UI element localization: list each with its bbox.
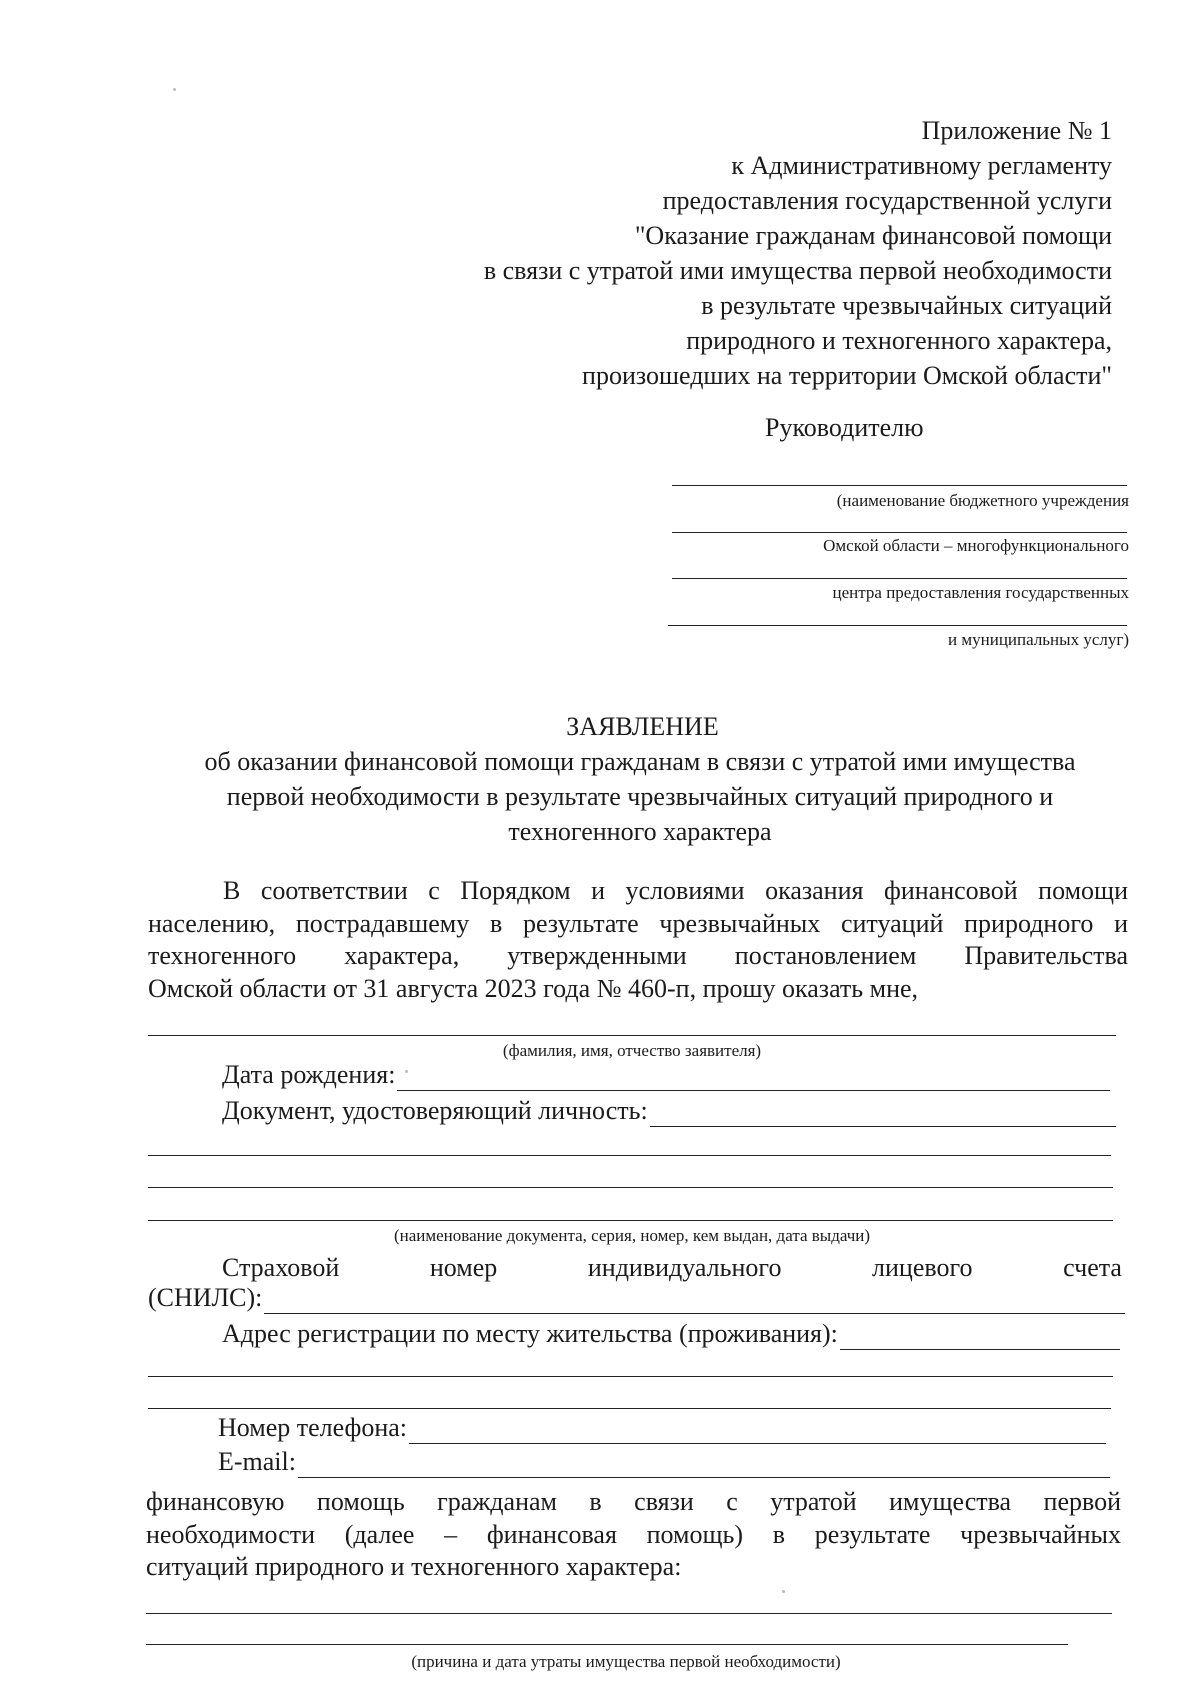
conclusion-line-1: финансовую помощь гражданам в связи с утратой имущества первой — [146, 1487, 1121, 1516]
address-field[interactable] — [840, 1325, 1120, 1350]
id-document-line-3[interactable] — [148, 1187, 1113, 1188]
snils-field[interactable] — [264, 1289, 1125, 1314]
loss-reason-line-2[interactable] — [146, 1644, 1068, 1645]
conclusion-line-2: необходимости (далее – финансовая помощь) в результате чрезвычайных — [146, 1519, 1121, 1549]
snils-word-2: номер — [429, 1253, 498, 1282]
application-subtitle-2: первой необходимости в результате чрезвычайных ситуаций природного и — [226, 782, 1054, 811]
address-line-3[interactable] — [148, 1408, 1111, 1409]
intro-line-4: Омской области от 31 августа 2023 года № 460-п, прошу оказать мне, — [148, 973, 919, 1003]
application-title: ЗАЯВЛЕНИЕ — [566, 712, 719, 741]
scan-speck — [405, 1070, 408, 1073]
addressee-caption-3: центра предоставления государственных — [832, 583, 1129, 602]
addressee-caption-2: Омской области – многофункционального — [823, 536, 1129, 555]
snils-word-1: Страховой — [222, 1253, 340, 1282]
snils-heading-row — [222, 1252, 1122, 1284]
intro-line-1: В соответствии с Порядком и условиями оказания финансовой помощи — [223, 876, 1128, 905]
id-document-field[interactable] — [650, 1102, 1116, 1127]
intro-line-3: техногенного характера, утвержденными постановлением Правительства — [148, 941, 1128, 970]
appendix-line-2: к Административному регламенту — [731, 151, 1112, 180]
conclusion-line-3: ситуаций природного и техногенного характера: — [146, 1552, 682, 1581]
addressee-line-2[interactable] — [672, 532, 1127, 533]
scan-speck — [173, 88, 176, 91]
id-document-line-4[interactable] — [148, 1220, 1113, 1221]
fio-caption: (фамилия, имя, отчество заявителя) — [502, 1041, 762, 1060]
appendix-line-7: природного и техногенного характера, — [686, 326, 1112, 355]
email-row — [218, 1446, 1110, 1478]
appendix-line-8: произошедших на территории Омской области" — [582, 361, 1112, 390]
snils-label: (СНИЛС): — [148, 1283, 263, 1312]
intro-paragraph — [148, 875, 1128, 1005]
address-line-2[interactable] — [148, 1376, 1113, 1377]
snils-word-5: счета — [1063, 1253, 1122, 1282]
birth-date-row — [222, 1059, 1110, 1091]
application-subtitle-3: техногенного характера — [508, 817, 772, 846]
addressee-line-3[interactable] — [672, 578, 1127, 579]
address-label: Адрес регистрации по месту жительства (проживания): — [222, 1319, 838, 1348]
scan-speck — [782, 1590, 785, 1593]
addressee-title: Руководителю — [765, 413, 924, 442]
addressee-caption-4: и муниципальных услуг) — [948, 630, 1129, 649]
loss-reason-line-1[interactable] — [146, 1613, 1112, 1614]
email-label: E-mail: — [218, 1447, 296, 1476]
snils-word-4: лицевого — [872, 1253, 973, 1282]
application-subtitle-1: об оказании финансовой помощи гражданам в связи с утратой ими имущества — [204, 747, 1076, 776]
birth-date-label: Дата рождения: — [222, 1060, 396, 1089]
address-row — [222, 1318, 1120, 1350]
intro-line-2: населению, пострадавшему в результате чрезвычайных ситуаций природного и — [148, 908, 1128, 938]
appendix-line-6: в результате чрезвычайных ситуаций — [701, 291, 1112, 320]
id-document-label: Документ, удостоверяющий личность: — [222, 1096, 648, 1125]
id-document-caption: (наименование документа, серия, номер, кем выдан, дата выдачи) — [393, 1226, 871, 1245]
email-field[interactable] — [298, 1453, 1110, 1478]
fio-field[interactable] — [148, 1035, 1116, 1036]
appendix-line-4: "Оказание гражданам финансовой помощи — [634, 221, 1112, 250]
appendix-line-3: предоставления государственной услуги — [662, 186, 1112, 215]
phone-row — [218, 1412, 1106, 1444]
snils-row — [148, 1282, 1125, 1314]
addressee-line-1[interactable] — [672, 485, 1127, 486]
id-document-line-2[interactable] — [148, 1155, 1111, 1156]
phone-label: Номер телефона: — [218, 1413, 408, 1442]
phone-field[interactable] — [409, 1419, 1106, 1444]
birth-date-field[interactable] — [397, 1066, 1110, 1091]
conclusion-paragraph — [146, 1486, 1121, 1584]
addressee-line-4[interactable] — [668, 625, 1127, 626]
id-document-row — [222, 1095, 1116, 1127]
snils-word-3: индивидуального — [587, 1253, 782, 1282]
loss-reason-caption: (причина и дата утраты имущества первой необходимости) — [411, 1652, 841, 1671]
addressee-caption-1: (наименование бюджетного учреждения — [836, 491, 1129, 510]
appendix-line-5: в связи с утратой ими имущества первой необходимости — [483, 256, 1112, 285]
appendix-line-1: Приложение № 1 — [921, 116, 1112, 145]
